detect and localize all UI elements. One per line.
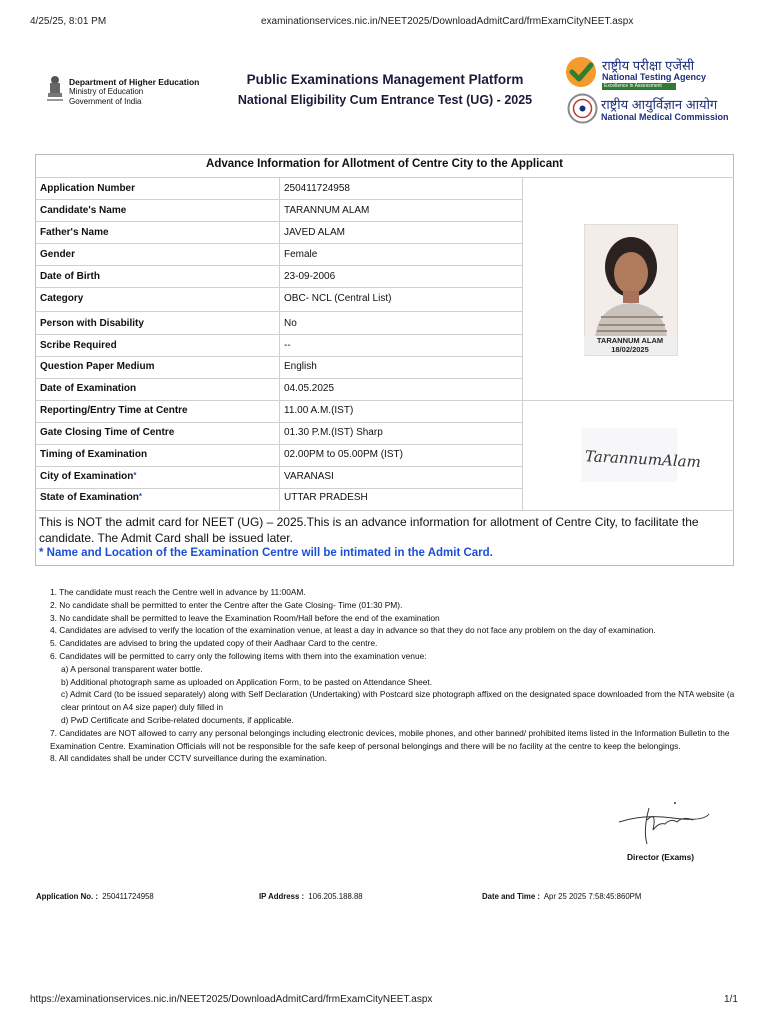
row-divider (35, 356, 522, 357)
nta-hindi-name: राष्ट्रीय परीक्षा एजेंसी (602, 58, 695, 73)
nta-english-name: National Testing Agency (602, 72, 707, 82)
label-exam-state (40, 492, 142, 503)
instruction-item: 6. Candidates will be permitted to carry only the following items with them into the examination venue: (50, 650, 427, 661)
value-exam-date: 04.05.2025 (284, 383, 335, 394)
value-exam-state: UTTAR PRADESH (284, 492, 368, 503)
row-divider (35, 287, 522, 288)
footer-app-label: Application No. : (36, 892, 98, 901)
nmc-hindi-name: राष्ट्रीय आयुर्विज्ञान आयोग (601, 97, 718, 112)
instruction-item: 1. The candidate must reach the Centre well in advance by 11:00AM. (50, 587, 306, 597)
row-divider (35, 400, 734, 401)
dept-name: Department of Higher Education (69, 77, 200, 87)
row-divider (35, 488, 522, 489)
nta-tagline: Excellence in Assessment (602, 83, 676, 90)
photo-date: 18/02/2025 (611, 345, 649, 354)
department-block (69, 77, 199, 107)
print-url-bottom: https://examinationservices.nic.in/NEET2025/DownloadAdmitCard/frmExamCityNEET.aspx (30, 994, 433, 1005)
national-emblem-icon (45, 74, 65, 106)
value-reporting-time: 11.00 A.M.(IST) (284, 405, 354, 416)
value-exam-city: VARANASI (284, 471, 334, 482)
photo-name: TARANNUM ALAM (596, 336, 664, 345)
instruction-subitem: b) Additional photograph same as uploaded on Application Form, to be pasted on Attendance Sheet. (61, 676, 433, 687)
advance-info-note: This is NOT the admit card for NEET (UG) – 2025.This is an advance information for allotment of Centre City, to facilitate the candidate. The Admit Card shall be issued later. (39, 515, 699, 545)
label-category: Category (40, 293, 84, 304)
signature-text: TarannumAlam (584, 447, 702, 472)
label-gender: Gender (40, 249, 76, 260)
table-divider (35, 177, 734, 178)
value-scribe: -- (284, 340, 291, 351)
asterisk: * (133, 471, 137, 480)
label-exam-timing: Timing of Examination (40, 449, 148, 460)
value-exam-timing: 02.00PM to 05.00PM (IST) (284, 449, 403, 460)
value-disability: No (284, 318, 297, 329)
label-father-name: Father's Name (40, 227, 109, 238)
instruction-item: 3. No candidate shall be permitted to leave the Examination Room/Hall before the end of the examination (50, 612, 440, 623)
footer-application-number (36, 892, 154, 901)
value-medium: English (284, 361, 317, 372)
label-exam-city (40, 471, 136, 482)
instruction-item: 2. No candidate shall be permitted to enter the Centre after the Gate Closing- Time (01:30 PM). (50, 599, 403, 610)
print-url-top: examinationservices.nic.in/NEET2025/DownloadAdmitCard/frmExamCityNEET.aspx (261, 16, 634, 27)
label-medium: Question Paper Medium (40, 361, 155, 372)
exam-state-label-text: State of Examination (40, 492, 139, 503)
instruction-item: 7. Candidates are NOT allowed to carry any personal belongings including electronic devices, mobile phones, and other banned/ prohibited items listed in the Information Bulletin to the Examination Centre. Examination Officials will not be responsible for the safe keep of personal belongings and there will be no facility at the centre to keep the belongings. (50, 727, 730, 751)
footer-dt-value: Apr 25 2025 7:58:45:860PM (543, 892, 642, 901)
nta-logo-icon (564, 55, 598, 89)
label-scribe: Scribe Required (40, 340, 117, 351)
print-page-number: 1/1 (724, 994, 738, 1005)
instructions-list (50, 586, 738, 765)
footer-ip-address (259, 892, 363, 901)
instruction-subitem: a) A personal transparent water bottle. (61, 663, 203, 674)
value-gender: Female (284, 249, 318, 260)
label-exam-date: Date of Examination (40, 383, 137, 394)
signature-image (581, 428, 702, 482)
exam-city-label-text: City of Examination (40, 471, 134, 482)
director-signature-icon (613, 800, 713, 850)
row-divider (35, 378, 522, 379)
government-name: Government of India (69, 97, 142, 106)
photo-caption (584, 336, 676, 354)
label-gate-closing: Gate Closing Time of Centre (40, 427, 175, 438)
label-disability: Person with Disability (40, 318, 144, 329)
label-reporting-time: Reporting/Entry Time at Centre (40, 405, 188, 416)
director-label: Director (Exams) (627, 852, 695, 862)
value-father-name: JAVED ALAM (284, 227, 345, 238)
info-box-title: Advance Information for Allotment of Centre City to the Applicant (206, 158, 563, 170)
instruction-item: 4. Candidates are advised to verify the location of the examination venue, at least a day in advance so that they do not face any problem on the day of examination. (50, 625, 656, 636)
candidate-portrait-icon (585, 225, 677, 337)
label-application-number: Application Number (40, 183, 136, 194)
value-date-of-birth: 23-09-2006 (284, 271, 336, 282)
row-divider (35, 265, 522, 266)
footer-dt-label: Date and Time : (482, 892, 540, 901)
nmc-english-name: National Medical Commission (601, 112, 729, 122)
footer-datetime (482, 892, 641, 901)
table-divider (522, 177, 523, 510)
table-divider (35, 510, 734, 511)
instruction-subitem: d) PwD Certificate and Scribe-related documents, if applicable. (61, 714, 294, 725)
exam-title: National Eligibility Cum Entrance Test (UG) - 2025 (237, 93, 533, 107)
label-candidate-name: Candidate's Name (40, 205, 127, 216)
row-divider (35, 466, 522, 467)
footer-ip-label: IP Address : (259, 892, 305, 901)
value-gate-closing: 01.30 P.M.(IST) Sharp (284, 427, 383, 438)
asterisk: * (138, 492, 143, 501)
centre-intimation-note: * Name and Location of the Examination Centre will be intimated in the Admit Card. (39, 547, 493, 559)
row-divider (35, 221, 522, 222)
value-application-number: 250411724958 (284, 183, 350, 194)
instruction-item: 5. Candidates are advised to bring the updated copy of their Aadhaar Card to the centre. (50, 638, 378, 649)
row-divider (35, 444, 522, 445)
footer-app-value: 250411724958 (102, 892, 154, 901)
footer-ip-value: 106.205.188.88 (308, 892, 363, 901)
value-candidate-name: TARANNUM ALAM (284, 205, 370, 216)
print-datetime: 4/25/25, 8:01 PM (30, 16, 107, 27)
info-box (35, 154, 734, 566)
nmc-logo-icon (567, 93, 598, 124)
row-divider (35, 243, 522, 244)
label-date-of-birth: Date of Birth (40, 271, 100, 282)
candidate-signature (581, 428, 702, 482)
platform-title: Public Examinations Management Platform (246, 72, 524, 87)
row-divider (35, 311, 522, 312)
value-category: OBC- NCL (Central List) (284, 293, 392, 304)
table-divider (279, 177, 280, 510)
ministry-name: Ministry of Education (69, 87, 144, 96)
row-divider (35, 334, 522, 335)
row-divider (35, 199, 522, 200)
row-divider (35, 422, 522, 423)
instruction-subitem: c) Admit Card (to be issued separately) along with Self Declaration (Undertaking) with Postcard size photograph affixed on the designated space downloaded from the NTA website (a clear printout on A4 size paper) duly filled in (61, 689, 735, 713)
instruction-item: 8. All candidates shall be under CCTV surveillance during the examination. (50, 753, 327, 764)
